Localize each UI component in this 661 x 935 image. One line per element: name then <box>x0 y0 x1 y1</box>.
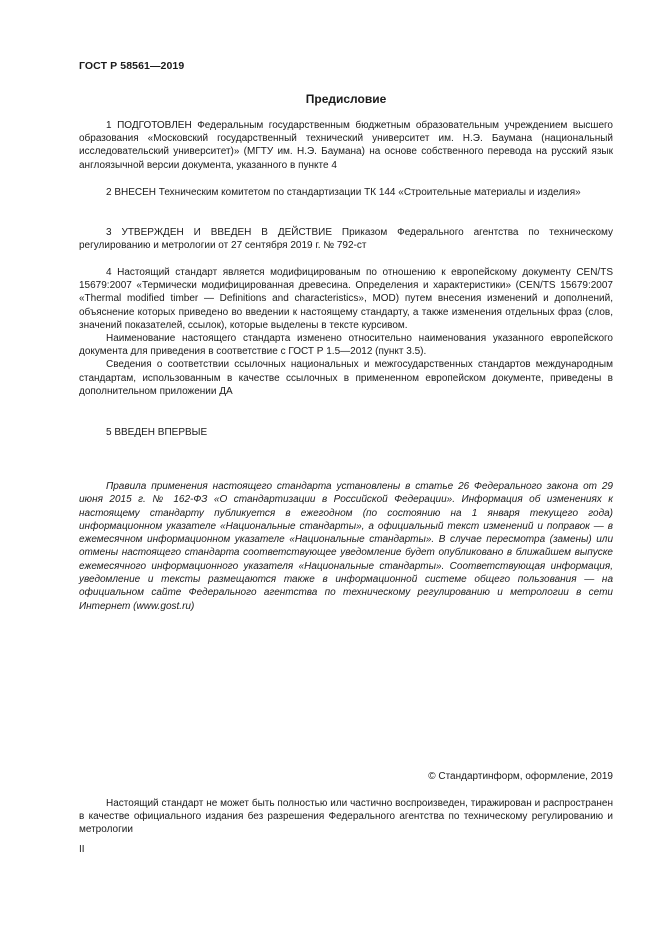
standard-code-header: ГОСТ Р 58561—2019 <box>79 60 185 72</box>
rights-text: Настоящий стандарт не может быть полностью или частично воспроизведен, тиражирован и распространен в качестве официального издания без разрешения Федерального агентства по техническому регулированию и метрологии <box>79 798 613 836</box>
paragraph-introduced <box>79 426 613 439</box>
paragraph-text: Наименование настоящего стандарта изменено относительно наименования указанного европейского документа для приведения в соответствие с ГОСТ Р 1.5—2012 (пункт 3.5). <box>79 333 613 358</box>
paragraph-text: 5 ВВЕДЕН ВПЕРВЫЕ <box>106 427 208 438</box>
page-number: II <box>79 844 85 855</box>
legal-notice <box>79 480 613 613</box>
reproduction-rights <box>79 797 613 837</box>
paragraph-approved <box>79 226 613 252</box>
page-title: Предисловие <box>305 92 387 106</box>
paragraph-text: 1 ПОДГОТОВЛЕН Федеральным государственным бюджетным образовательным учреждением высшего образования «Московский государственный технический университет им. Н.Э. Баумана (национальный исследовательский университет)» (МГТУ им. Н.Э. Баумана) на основе собственного перевода на русский язык англоязычной версии документа, указанного в пункте 4 <box>79 120 613 171</box>
copyright-line: © Стандартинформ, оформление, 2019 <box>428 771 613 782</box>
paragraph-text: 4 Настоящий стандарт является модифицированым по отношению к европейскому документу CEN/TS 15679:2007 «Термически модифицированная древесина. Определения и характеристики» (CEN/TS 15679:2007 «Thermal modified timber — Definitions and characteristics», MOD) путем внесения изменений и дополнений, объяснение которых приведено во введении к настоящему стандарту, а также изменения отдельных фраз (слов, значений показателей, ссылок), которые выделены в тексте курсивом. <box>79 267 613 331</box>
paragraph-modification <box>79 266 613 398</box>
paragraph-text: 2 ВНЕСЕН Техническим комитетом по стандартизации ТК 144 «Строительные материалы и изделия» <box>106 187 581 198</box>
paragraph-text: Сведения о соответствии ссылочных национальных и межгосударственных стандартов международным стандартам, использованным в качестве ссылочных в примененном европейском документе, приведены в дополнительном приложении ДА <box>79 359 613 397</box>
notice-text: Правила применения настоящего стандарта установлены в статье 26 Федерального закона от 29 июня 2015 г. № 162-ФЗ «О стандартизации в Российской Федерации». Информация об изменениях к настоящему стандарту публикуется в ежегодном (по состоянию на 1 января текущего года) информационном указателе «Национальные стандарты», а официальный текст изменений и поправок — в ежемесячном информационном указателе «Национальные стандарты». В случае пересмотра (замены) или отмены настоящего стандарта соответствующее уведомление будет опубликовано в ближайшем выпуске ежемесячного информационного указателя «Национальные стандарты». Соответствующая информация, уведомление и тексты размещаются также в информационной системе общего пользования — на официальном сайте Федерального агентства по техническому регулированию и метрологии в сети Интернет (www.gost.ru) <box>79 481 613 612</box>
paragraph-text: 3 УТВЕРЖДЕН И ВВЕДЕН В ДЕЙСТВИЕ Приказом Федерального агентства по техническому регулированию и метрологии от 27 сентября 2019 г. № 792-ст <box>79 227 613 252</box>
paragraph-submitted-by <box>79 186 613 199</box>
paragraph-prepared-by <box>79 119 613 172</box>
